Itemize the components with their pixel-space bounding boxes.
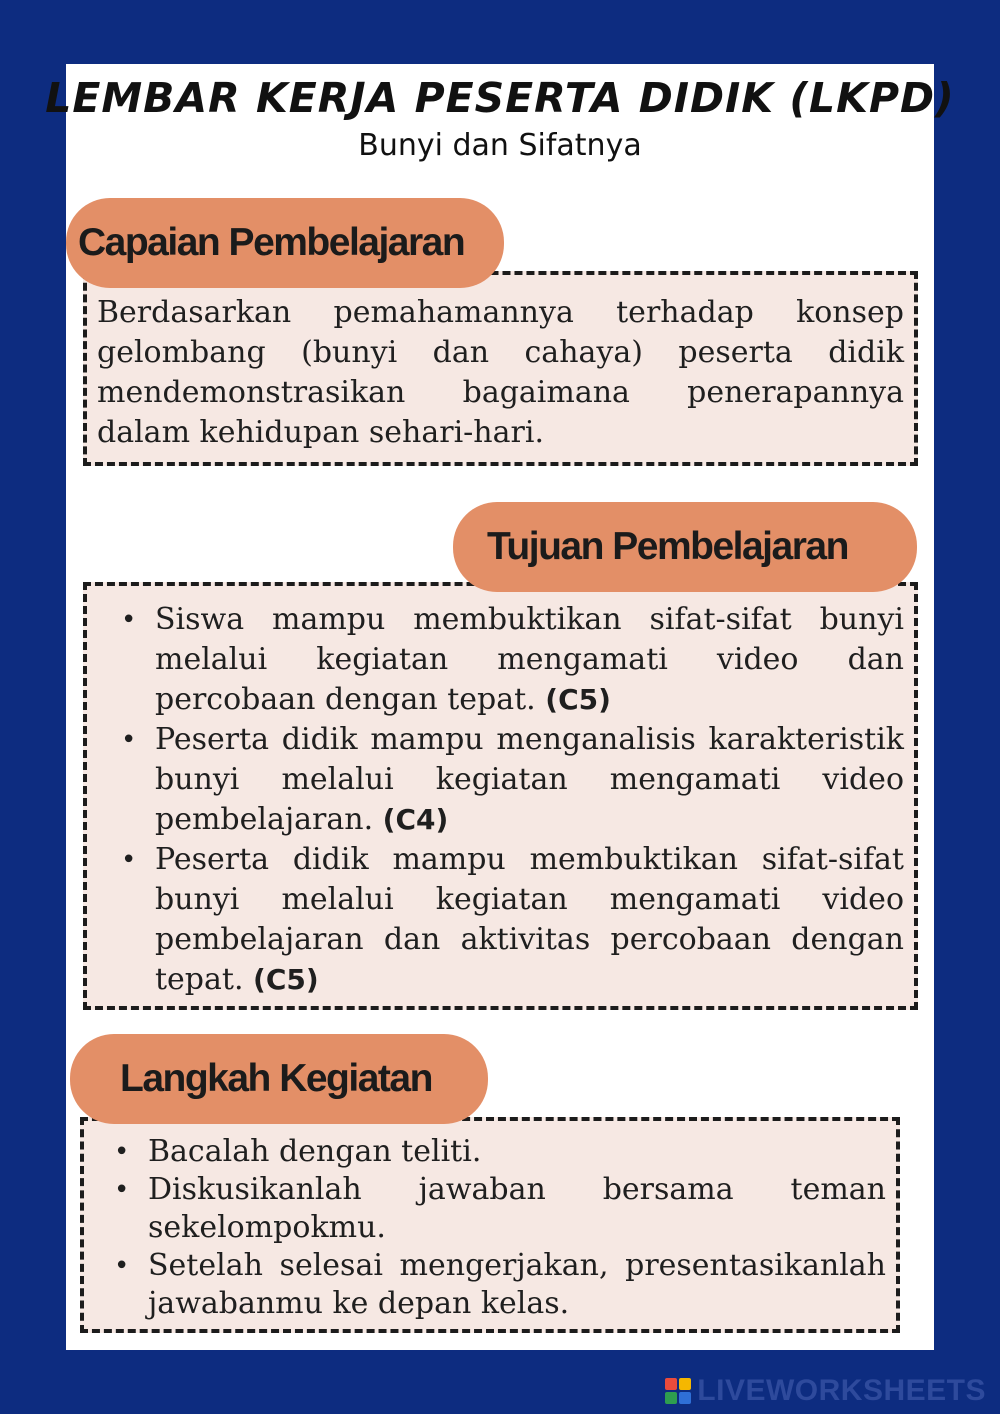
langkah-list [114, 1133, 886, 1323]
page-title: LEMBAR KERJA PESERTA DIDIK (LKPD) [45, 74, 955, 122]
tujuan-box [83, 582, 918, 1010]
tujuan-heading: Tujuan Pembelajaran [453, 502, 917, 592]
langkah-item-text: Bacalah dengan teliti. [148, 1134, 482, 1169]
langkah-item-text: Setelah selesai mengerjakan, presentasikanlah jawabanmu ke depan kelas. [148, 1248, 886, 1321]
page-subtitle: Bunyi dan Sifatnya [358, 128, 642, 163]
tujuan-item-3: • Peserta didik mampu membuktikan sifat-sifat bunyi melalui kegiatan mengamati video pembelajaran dan aktivitas percobaan dengan tepat. (C5) [121, 842, 904, 997]
logo-square [665, 1392, 677, 1404]
tujuan-item-tag: (C5) [545, 683, 611, 716]
tujuan-item-2: • Peserta didik mampu menganalisis karakteristik bunyi melalui kegiatan mengamati video pembelajaran. (C4) [121, 722, 904, 837]
liveworksheets-logo-icon [665, 1378, 691, 1404]
liveworksheets-watermark[interactable] [665, 1374, 986, 1408]
langkah-heading: Langkah Kegiatan [70, 1034, 488, 1124]
tujuan-item-1: • Siswa mampu membuktikan sifat-sifat bunyi melalui kegiatan mengamati video dan percobaan dengan tepat. (C5) [121, 602, 904, 717]
tujuan-item-tag: (C4) [382, 803, 449, 836]
tujuan-item-text: Peserta didik mampu menganalisis karakteristik bunyi melalui kegiatan mengamati video pembelajaran. [155, 722, 904, 837]
tujuan-item-text: Peserta didik mampu membuktikan sifat-sifat bunyi melalui kegiatan mengamati video pembelajaran dan aktivitas percobaan dengan tepat. [155, 842, 904, 997]
langkah-item-1: • Bacalah dengan teliti. [114, 1134, 482, 1169]
tujuan-item-text: Siswa mampu membuktikan sifat-sifat bunyi melalui kegiatan mengamati video dan percobaan dengan tepat. [155, 602, 904, 717]
tujuan-list [121, 600, 904, 1000]
logo-square [679, 1378, 691, 1390]
langkah-item-3: • Setelah selesai mengerjakan, presentasikanlah jawabanmu ke depan kelas. [114, 1248, 886, 1321]
tujuan-item-tag: (C5) [253, 963, 319, 996]
logo-square [679, 1392, 691, 1404]
logo-square [665, 1378, 677, 1390]
langkah-item-text: Diskusikanlah jawaban bersama teman sekelompokmu. [148, 1172, 886, 1245]
capaian-heading: Capaian Pembelajaran [66, 198, 504, 288]
langkah-item-2: • Diskusikanlah jawaban bersama teman sekelompokmu. [114, 1172, 886, 1245]
brand-name: LIVEWORKSHEETS [697, 1374, 986, 1407]
capaian-text: Berdasarkan pemahamannya terhadap konsep gelombang (bunyi dan cahaya) peserta didik mendemonstrasikan bagaimana penerapannya dalam kehidupan sehari-hari. [97, 295, 904, 450]
capaian-box [83, 271, 918, 466]
langkah-box [80, 1117, 900, 1333]
